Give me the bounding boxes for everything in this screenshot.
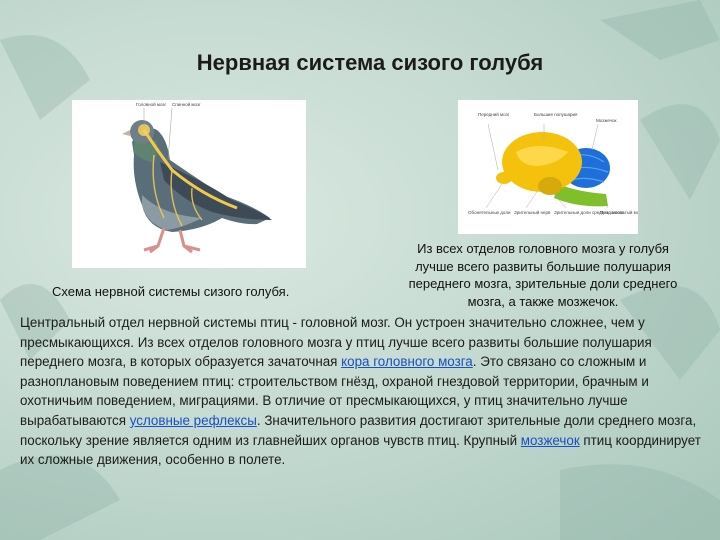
brain-figure-caption xyxy=(378,240,708,310)
pigeon-nervous-system-illustration xyxy=(72,100,306,268)
body-text-part: . Это связано со сложным и разноплановым поведением птиц: строительством гнёзд, охраной гнездовой территории, брачным и охотничьим поведением, миграциями. В отличие от пресмыкающихся, у птиц значительно лучше вырабатываются xyxy=(20,354,649,428)
body-text-part: Центральный отдел нервной системы птиц - головной мозг. Он устроен значительно сложнее, чем у пресмыкающихся. Из всех отделов головного мозга у птиц лучше всего развиты большие полушария переднего мозга, в которых образуется зачаточная xyxy=(20,315,652,370)
brain-caption-line: мозга, а также мозжечок. xyxy=(467,293,619,309)
brain-caption-line: Из всех отделов головного мозга у голубя xyxy=(417,241,669,256)
pigeon-figure-caption: Схема нервной системы сизого голубя. xyxy=(52,284,290,299)
brain-label-forebrain: Передний мозг xyxy=(478,112,510,117)
pigeon-label-brain: Головной мозг xyxy=(136,102,167,107)
brain-caption-line: переднего мозга, зрительные доли среднего xyxy=(408,276,678,291)
link-cerebellum[interactable]: мозжечок xyxy=(520,432,580,448)
brain-label-optic-nerve: Зрительный нерв xyxy=(514,210,551,215)
brain-label-medulla: Продолговатый мо xyxy=(600,210,638,215)
pigeon-figure-panel xyxy=(72,100,306,268)
link-conditioned-reflexes[interactable]: условные рефлексы xyxy=(129,412,257,428)
bird-brain-illustration xyxy=(458,100,638,234)
brain-label-cerebellum: Мозжечок xyxy=(596,118,617,123)
brain-label-hemispheres: Большие полушария xyxy=(534,112,578,117)
body-text-part: . Значительного развития достигают зрительные доли среднего мозга, поскольку зрение является одним из главнейших органов чувств птиц. Крупный xyxy=(20,412,697,448)
body-paragraph xyxy=(20,313,710,470)
brain-caption-line: лучше всего развиты большие полушария xyxy=(415,258,671,274)
brain-label-olfactory: Обонятельные доли xyxy=(468,210,511,215)
pigeon-label-spinal-cord: Спинной мозг xyxy=(172,102,201,107)
brain-figure-panel xyxy=(458,100,638,234)
link-cerebral-cortex[interactable]: кора головного мозга xyxy=(341,354,473,370)
brain-label-optic-lobes: Зрительные доли среднего мозга xyxy=(554,210,624,215)
body-text-part: птиц координирует их сложные движения, особенно в полете. xyxy=(20,432,701,468)
slide-title: Нервная система сизого голубя xyxy=(196,50,544,75)
